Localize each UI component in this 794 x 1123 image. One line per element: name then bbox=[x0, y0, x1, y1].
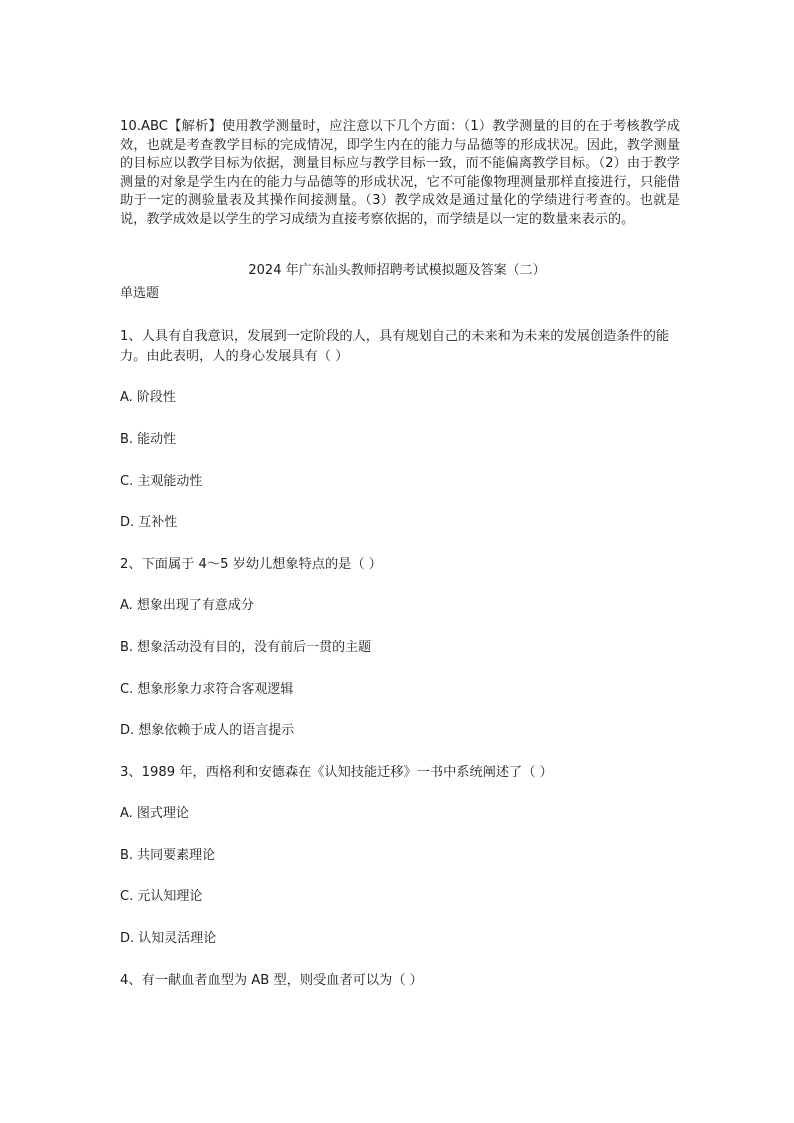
option-a: A. 图式理论 bbox=[120, 806, 189, 821]
option-d: D. 互补性 bbox=[120, 515, 178, 530]
question-stem: 2、下面属于 4～5 岁幼儿想象特点的是（ ） bbox=[120, 557, 382, 572]
option-a: A. 阶段性 bbox=[120, 390, 176, 405]
option-c: C. 想象形象力求符合客观逻辑 bbox=[120, 682, 294, 697]
question-stem: 4、有一献血者血型为 AB 型，则受血者可以为（ ） bbox=[120, 973, 423, 988]
option-c: C. 主观能动性 bbox=[120, 474, 203, 489]
option-a: A. 想象出现了有意成分 bbox=[120, 598, 254, 613]
option-c: C. 元认知理论 bbox=[120, 889, 203, 904]
section-label: 单选题 bbox=[120, 286, 160, 301]
question-stem: 3、1989 年，西格利和安德森在《认知技能迁移》一书中系统阐述了（ ） bbox=[120, 765, 553, 780]
option-d: D. 认知灵活理论 bbox=[120, 931, 217, 946]
question-stem: 1、人具有自我意识，发展到一定阶段的人，具有规划自己的未来和为未来的发展创造条件的能力。由此表明，人的身心发展具有（ ） bbox=[120, 329, 670, 364]
option-b: B. 想象活动没有目的，没有前后一贯的主题 bbox=[120, 640, 372, 655]
answer-explanation-paragraph: 10.ABC【解析】使用教学测量时，应注意以下几个方面：（1）教学测量的目的在于考核教学成效，也就是考查教学目标的完成情况，即学生内在的能力与品德等的形成状况。因此，教学测量的目标应以教学目标为依据，测量目标应与教学目标一致，而不能偏离教学目标。（2）由于教学测量的对象是学生内在的能力与品德等的形成状况，它不可能像物理测量那样直接进行，只能借助于一定的测验量表及其操作间接测量。（3）教学成效是通过量化的学绩进行考查的。也就是说，教学成效是以学生的学习成绩为直接考察依据的，而学绩是以一定的数量来表示的。 bbox=[120, 119, 680, 227]
option-d: D. 想象依赖于成人的语言提示 bbox=[120, 723, 295, 738]
option-b: B. 能动性 bbox=[120, 432, 177, 447]
document-title: 2024 年广东汕头教师招聘考试模拟题及答案（二） bbox=[248, 263, 546, 278]
option-b: B. 共同要素理论 bbox=[120, 848, 216, 863]
